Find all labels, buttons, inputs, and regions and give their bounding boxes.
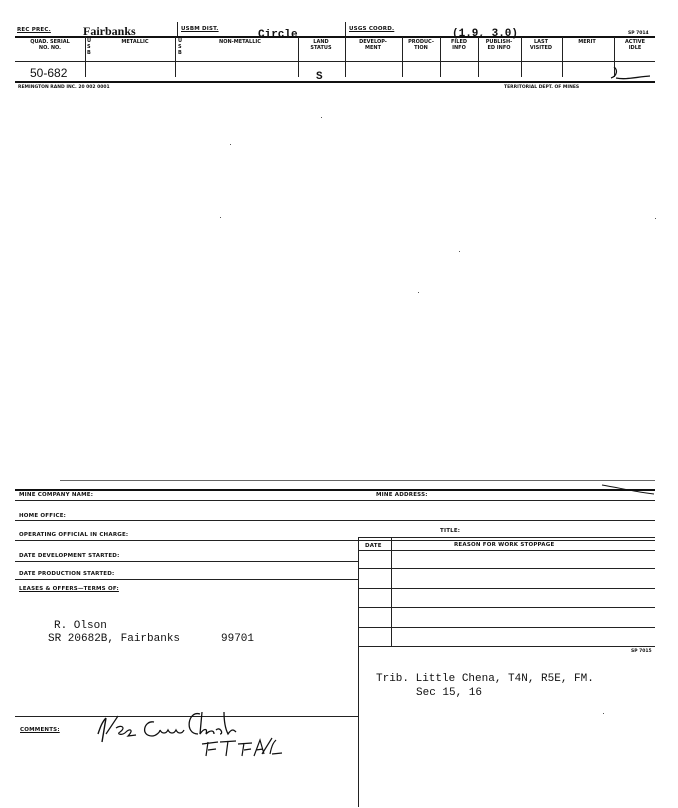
date-dev-started-label: DATE DEVELOPMENT STARTED: <box>19 553 120 559</box>
rec-prec-value: Fairbanks <box>83 24 136 38</box>
header-published-info: PUBLISH- ED INFO <box>485 39 513 51</box>
usgs-coord-label: USGS COORD. <box>349 26 395 32</box>
header-last-visited: LAST VISITED <box>529 39 553 51</box>
header-production: PRODUC- TION <box>408 39 434 51</box>
location-line1: Trib. Little Chena, T4N, R5E, FM. <box>376 673 594 685</box>
land-status-value: S <box>316 71 323 83</box>
reason-label: REASON FOR WORK STOPPAGE <box>454 542 555 548</box>
usbm-dist-value: Circle <box>258 29 298 41</box>
owner-zip: 99701 <box>221 633 255 645</box>
title-label: TITLE: <box>440 528 461 534</box>
printer-line: REMINGTON RAND INC. 20 002 0001 <box>18 85 110 90</box>
dept-line: TERRITORIAL DEPT. OF MINES <box>504 85 580 90</box>
quad-serial-value: 50-682 <box>30 66 68 80</box>
home-office-label: HOME OFFICE: <box>19 513 67 519</box>
usbm-dist-label: USBM DIST. <box>181 26 219 32</box>
header-filed-info: FILED INFO <box>450 39 468 51</box>
owner-address: SR 20682B, Fairbanks <box>48 633 181 645</box>
pen-stroke <box>600 482 656 496</box>
date-prod-started-label: DATE PRODUCTION STARTED: <box>19 571 115 577</box>
bottom-form-number: SP 7015 <box>631 649 652 654</box>
header-usbm-1: U S B <box>87 38 92 56</box>
header-land-status: LAND STATUS <box>310 39 332 51</box>
mine-address-label: MINE ADDRESS: <box>376 492 428 498</box>
header-metallic: METALLIC <box>121 39 149 45</box>
header-quad-serial: QUAD. SERIAL NO. NO. <box>30 39 70 51</box>
comments-label: COMMENTS: <box>20 727 60 733</box>
usgs-coord-value: (1.9, 3.0) <box>452 28 519 40</box>
header-usbm-2: U S B <box>178 38 183 56</box>
owner-name: R. Olson <box>54 620 107 632</box>
header-active-idle: ACTIVE IDLE <box>624 39 646 51</box>
pen-check-mark <box>606 64 654 84</box>
header-merit: MERIT <box>578 39 596 45</box>
leases-label: LEASES & OFFERS—TERMS OF: <box>19 586 119 592</box>
handwritten-comment <box>96 704 286 758</box>
date-col-label: DATE <box>365 543 382 549</box>
rec-prec-label: REC PREC. <box>17 27 51 33</box>
top-form-number: SP 7014 <box>628 31 649 36</box>
header-non-metallic: NON-METALLIC <box>219 39 261 45</box>
location-line2: Sec 15, 16 <box>416 687 483 699</box>
mine-company-name-label: MINE COMPANY NAME: <box>19 492 94 498</box>
header-development: DEVELOP- MENT <box>359 39 387 51</box>
operating-official-label: OPERATING OFFICIAL IN CHARGE: <box>19 532 129 538</box>
